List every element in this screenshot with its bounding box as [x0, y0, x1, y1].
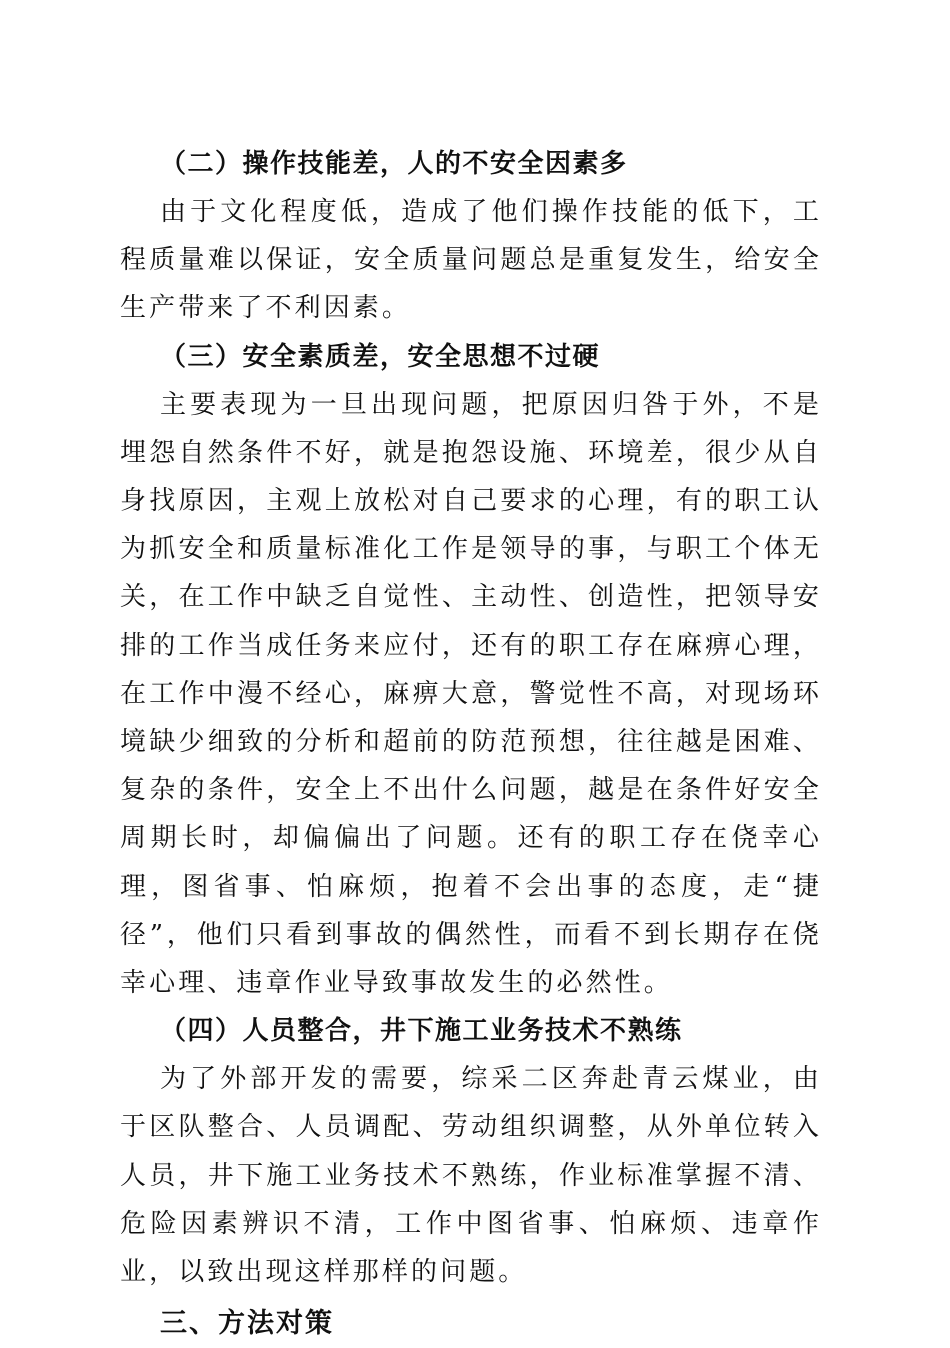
section-title-methods: 三、方法对策: [160, 1308, 334, 1340]
subheading-personnel-integration: （四）人员整合，井下施工业务技术不熟练: [160, 1016, 683, 1047]
subheading-safety-quality: （三）安全素质差，安全思想不过硬: [160, 341, 601, 372]
paragraph-safety-quality: 主要表现为一旦出现问题，把原因归咎于外，不是埋怨自然条件不好，就是抱怨设施、环境差，很少从自身找原因，主观上放松对自己要求的心理，有的职工认为抓安全和质量标准化工作是领导的事，与职工个体无关，在工作中缺乏自觉性、主动性、创造性，把领导安排的工作当成任务来应付，还有的职工存在麻痹心理，在工作中漫不经心，麻痹大意，警觉性不高，对现场环境缺少细致的分析和超前的防范预想，往往越是困难、复杂的条件，安全上不出什么问题，越是在条件好安全周期长时，却偏偏出了问题。还有的职工存在侥幸心理，图省事、怕麻烦，抱着不会出事的态度，走“捷径”，他们只看到事故的偶然性，而看不到长期存在侥幸心理、违章作业导致事故发生的必然性。: [120, 389, 822, 999]
paragraph-operation-skills: 由于文化程度低，造成了他们操作技能的低下，工程质量难以保证，安全质量问题总是重复发生，给安全生产带来了不利因素。: [120, 197, 822, 324]
subheading-operation-skills: （二）操作技能差，人的不安全因素多: [160, 149, 628, 179]
document-body: [120, 140, 822, 1348]
paragraph-personnel-integration: 为了外部开发的需要，综采二区奔赴青云煤业，由于区队整合、人员调配、劳动组织调整，从外单位转入人员，井下施工业务技术不熟练，作业标准掌握不清、危险因素辨识不清，工作中图省事、怕麻烦、违章作业，以致出现这样那样的问题。: [120, 1064, 822, 1288]
